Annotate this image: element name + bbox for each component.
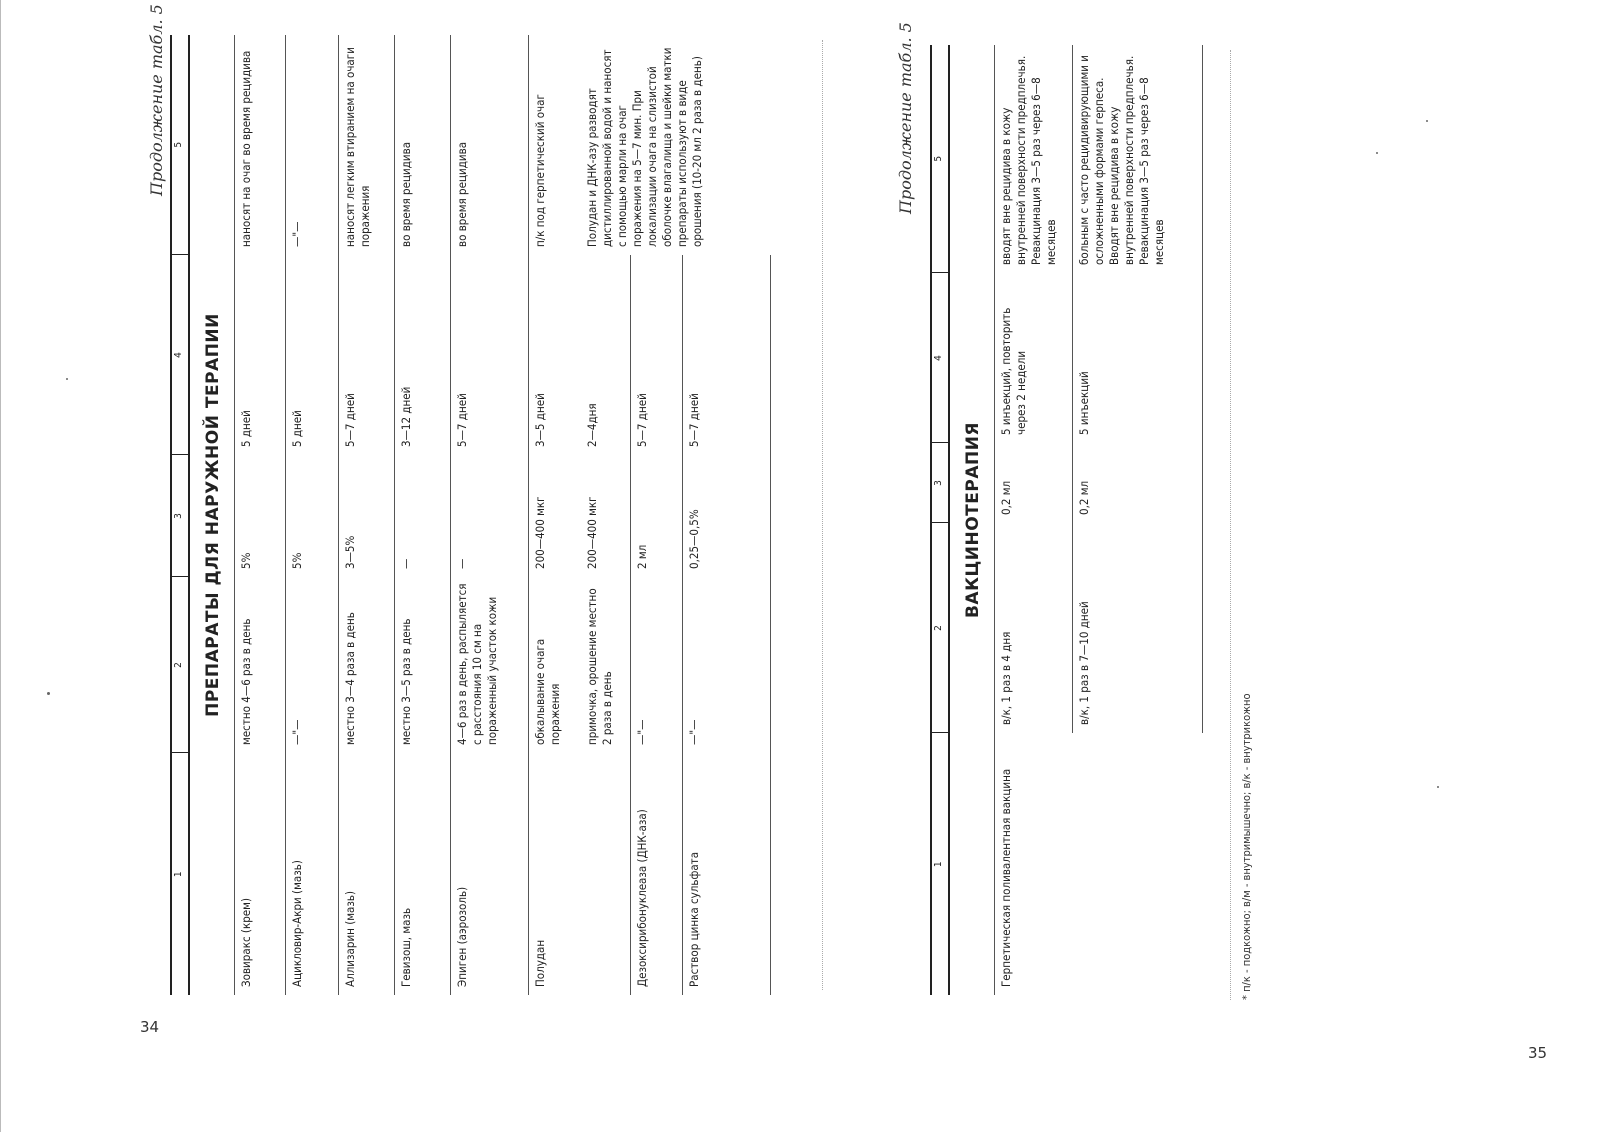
column-number: 4 bbox=[931, 273, 949, 443]
column-number: 1 bbox=[931, 733, 949, 995]
vaccine-name: Герпетическая поливалентная вакцина bbox=[995, 733, 1203, 995]
column-number: 1 bbox=[171, 753, 189, 995]
drug-dose: 2 мл bbox=[631, 455, 683, 577]
drug-name: Аллизарин (мазь) bbox=[339, 753, 395, 995]
drug-name: Зовиракс (крем) bbox=[235, 753, 286, 995]
section-title: ВАКЦИНОТЕРАПИЯ bbox=[963, 421, 983, 619]
drug-name bbox=[581, 753, 631, 995]
left-table bbox=[170, 35, 771, 995]
column-number: 5 bbox=[171, 35, 189, 255]
drug-duration: 5—7 дней bbox=[339, 255, 395, 455]
vaccine-duration: 5 инъекций, повторить через 2 недели bbox=[995, 273, 1073, 443]
vaccine-notes: больным с часто рецидивирующими и осложненными формами герпеса. Вводят вне рецидива в кожу внутренней поверхности предплечья. Ревакцинация 3—5 раз через 6—8 месяцев bbox=[1073, 45, 1203, 273]
drug-method: обкалывание очага поражения bbox=[529, 577, 581, 753]
drug-name: Полудан bbox=[529, 753, 581, 995]
drug-method: местно 4—6 раз в день bbox=[235, 577, 286, 753]
table-row bbox=[235, 35, 286, 995]
column-number-row bbox=[171, 35, 189, 995]
vaccine-dose: 0,2 мл bbox=[995, 443, 1073, 523]
drug-duration: 3—5 дней bbox=[529, 255, 581, 455]
drug-duration: 5—7 дней bbox=[683, 255, 771, 455]
vaccine-method: в/к, 1 раз в 7—10 дней bbox=[1073, 523, 1203, 733]
column-number: 2 bbox=[931, 523, 949, 733]
column-number: 3 bbox=[931, 443, 949, 523]
page-number-left: 34 bbox=[140, 1018, 160, 1036]
scan-speck bbox=[1376, 152, 1378, 154]
scan-speck bbox=[1426, 120, 1428, 122]
scan-speck bbox=[47, 692, 50, 695]
vaccine-duration: 5 инъекций bbox=[1073, 273, 1203, 443]
drug-duration: 5 дней bbox=[286, 255, 339, 455]
page-edge bbox=[0, 0, 1, 1132]
drug-method: —"— bbox=[683, 577, 771, 753]
page-number-right: 35 bbox=[1528, 1044, 1548, 1062]
right-table bbox=[930, 45, 1203, 995]
section-title: ПРЕПАРАТЫ ДЛЯ НАРУЖНОЙ ТЕРАПИИ bbox=[203, 313, 223, 717]
scan-dotted-line bbox=[822, 40, 823, 990]
drug-dose: 3—5% bbox=[339, 455, 395, 577]
drug-method: 4—6 раз в день, распыляется с расстояния 10 см на пораженный участок кожи bbox=[451, 577, 529, 753]
vaccine-method: в/к, 1 раз в 4 дня bbox=[995, 523, 1073, 733]
table-row bbox=[339, 35, 395, 995]
drug-dose: 200—400 мкг bbox=[529, 455, 581, 577]
table-row bbox=[529, 35, 581, 995]
drug-name: Ацикловир-Акри (мазь) bbox=[286, 753, 339, 995]
drug-method: примочка, орошение местно 2 раза в день bbox=[584, 588, 614, 745]
column-number: 2 bbox=[171, 577, 189, 753]
table-row bbox=[286, 35, 339, 995]
drug-dose: 200—400 мкг bbox=[584, 496, 599, 569]
scan-speck bbox=[1437, 786, 1439, 788]
column-number: 4 bbox=[171, 255, 189, 455]
drug-notes: п/к под герпетический очаг bbox=[529, 35, 581, 255]
table-row bbox=[995, 45, 1073, 995]
drug-duration: 5—7 дней bbox=[451, 255, 529, 455]
drug-duration: 5—7 дней bbox=[631, 255, 683, 455]
drug-notes: во время рецидива bbox=[395, 35, 451, 255]
drug-name: Гевизош, мазь bbox=[395, 753, 451, 995]
drug-notes: Полудан и ДНК-азу разводят дистиллированной водой и наносят с помощью марли на очаг поражения на 5—7 мин. При локализации очага на слизистой оболочке влагалища и шейки матки препараты используют в виде орошения (10-20 мл 2 раза в день) bbox=[584, 47, 704, 247]
drug-name: Раствор цинка сульфата bbox=[683, 753, 771, 995]
scan-dotted-line bbox=[1230, 50, 1231, 1000]
drug-dose: 5% bbox=[235, 455, 286, 577]
right-table-caption: Продолжение табл. 5 bbox=[896, 22, 915, 214]
drug-notes: —"— bbox=[286, 35, 339, 255]
drug-duration: 5 дней bbox=[235, 255, 286, 455]
vaccine-notes: вводят вне рецидива в кожу внутренней поверхности предплечья. Ревакцинация 3—5 раз через 6—8 месяцев bbox=[995, 45, 1073, 273]
drug-notes: наносят на очаг во время рецидива bbox=[235, 35, 286, 255]
left-table-caption: Продолжение табл. 5 bbox=[147, 4, 166, 196]
table-row bbox=[581, 35, 631, 995]
scan-speck bbox=[66, 378, 68, 380]
drug-dose: — bbox=[395, 455, 451, 577]
drug-dose: 5% bbox=[286, 455, 339, 577]
drug-notes: во время рецидива bbox=[451, 35, 529, 255]
drug-duration: 3—12 дней bbox=[395, 255, 451, 455]
vaccine-dose: 0,2 мл bbox=[1073, 443, 1203, 523]
drug-method: —"— bbox=[631, 577, 683, 753]
footnote: * п/к - подкожно; в/м - внутримышечно; в/к - внутрикожно bbox=[1240, 693, 1253, 1000]
drug-dose: — bbox=[451, 455, 529, 577]
table-row bbox=[451, 35, 529, 995]
drug-duration: 2—4дня bbox=[584, 403, 599, 447]
column-number: 5 bbox=[931, 45, 949, 273]
drug-notes: наносят легким втиранием на очаги поражения bbox=[339, 35, 395, 255]
table-row bbox=[395, 35, 451, 995]
column-number-row bbox=[931, 45, 949, 995]
drug-name: Дезоксирибонуклеаза (ДНК-аза) bbox=[631, 753, 683, 995]
drug-name: Эпиген (аэрозоль) bbox=[451, 753, 529, 995]
drug-method: местно 3—5 раз в день bbox=[395, 577, 451, 753]
drug-method: —"— bbox=[286, 577, 339, 753]
drug-method: местно 3—4 раза в день bbox=[339, 577, 395, 753]
column-number: 3 bbox=[171, 455, 189, 577]
drug-dose: 0,25—0,5% bbox=[683, 455, 771, 577]
